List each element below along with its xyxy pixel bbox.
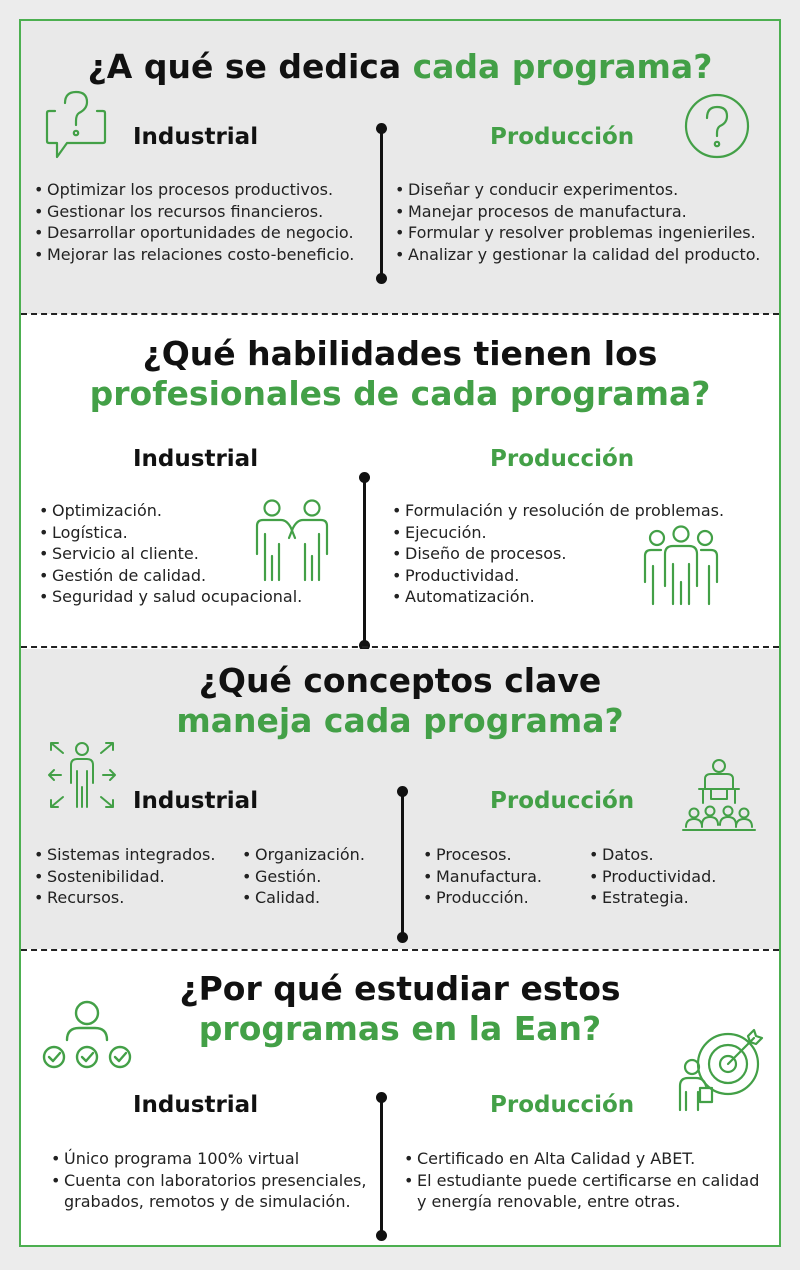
list-item: • Datos.: [589, 844, 716, 866]
produccion-heading: Producción: [490, 788, 635, 814]
produccion-heading: Producción: [490, 1092, 635, 1118]
list-item: • Recursos.: [34, 887, 215, 909]
list-item: • Manejar procesos de manufactura.: [395, 201, 760, 223]
list-item: • Gestión de calidad.: [39, 565, 302, 587]
industrial-heading: Industrial: [133, 1092, 259, 1118]
list-item: • Cuenta con laboratorios presenciales, grabados, remotos y de simulación.: [51, 1170, 366, 1213]
list-item: • Sistemas integrados.: [34, 844, 215, 866]
produccion-list-a: [423, 844, 542, 909]
divider-dot-top: [376, 123, 387, 134]
list-item: • Mejorar las relaciones costo-beneficio.: [34, 244, 354, 266]
section-title: ¿Por qué estudiar estos programas en la Ean?: [179, 969, 621, 1048]
list-item: • Formular y resolver problemas ingenieriles.: [395, 222, 760, 244]
list-item: • Diseñar y conducir experimentos.: [395, 179, 760, 201]
list-item: • Certificado en Alta Calidad y ABET.: [404, 1148, 759, 1170]
list-item: • Formulación y resolución de problemas.: [392, 500, 724, 522]
section-title: ¿Qué habilidades tienen los profesionales de cada programa?: [89, 334, 711, 413]
person-arrows-icon: [47, 741, 117, 811]
list-item: • Diseño de procesos.: [392, 543, 724, 565]
team-icon: [641, 524, 721, 606]
speaker-audience-icon: [681, 759, 757, 833]
section-conceptos: [21, 649, 779, 949]
industrial-heading: Industrial: [133, 124, 259, 150]
list-item: • Optimización.: [39, 500, 302, 522]
industrial-heading: Industrial: [133, 446, 259, 472]
list-item: • Gestión.: [242, 866, 365, 888]
produccion-list-b: [589, 844, 716, 909]
list-item: • Organización.: [242, 844, 365, 866]
produccion-heading: Producción: [490, 124, 635, 150]
list-item: • Desarrollar oportunidades de negocio.: [34, 222, 354, 244]
list-item: • Manufactura.: [423, 866, 542, 888]
list-item: • Productividad.: [589, 866, 716, 888]
person-checks-icon: [41, 1000, 133, 1070]
section-separator: [21, 313, 779, 315]
list-item: • Analizar y gestionar la calidad del producto.: [395, 244, 760, 266]
divider-dot-bottom: [397, 932, 408, 943]
list-item: • Producción.: [423, 887, 542, 909]
divider-dot-top: [359, 472, 370, 483]
section-title: ¿A qué se dedica cada programa?: [87, 47, 713, 86]
list-item: • Productividad.: [392, 565, 724, 587]
target-person-icon: [676, 1022, 766, 1112]
section-title: ¿Qué conceptos clave maneja cada programa?: [176, 661, 624, 740]
list-item: • Ejecución.: [392, 522, 724, 544]
section-separator: [21, 646, 779, 648]
divider-dot-top: [397, 786, 408, 797]
list-item: • Servicio al cliente.: [39, 543, 302, 565]
section-que-se-dedica: [21, 21, 779, 314]
section-por-que-estudiar: [21, 952, 779, 1245]
industrial-heading: Industrial: [133, 788, 259, 814]
list-item: • Estrategia.: [589, 887, 716, 909]
industrial-list-a: [34, 844, 215, 909]
list-item: • Automatización.: [392, 586, 724, 608]
industrial-list: [34, 179, 354, 265]
infographic: [19, 19, 781, 1247]
list-item: • Único programa 100% virtual: [51, 1148, 366, 1170]
divider-line: [401, 793, 404, 937]
divider-line: [380, 127, 383, 277]
list-item: • Procesos.: [423, 844, 542, 866]
section-separator: [21, 949, 779, 951]
list-item: • Sostenibilidad.: [34, 866, 215, 888]
list-item: • Logística.: [39, 522, 302, 544]
divider-line: [363, 478, 366, 644]
divider-dot-top: [376, 1092, 387, 1103]
section-habilidades: [21, 316, 779, 646]
divider-line: [380, 1098, 383, 1234]
question-circle-icon: [683, 92, 751, 160]
list-item: • Optimizar los procesos productivos.: [34, 179, 354, 201]
divider-dot-bottom: [376, 273, 387, 284]
produccion-list: [404, 1148, 759, 1213]
produccion-heading: Producción: [490, 446, 635, 472]
industrial-list: [51, 1148, 366, 1213]
produccion-list: [395, 179, 760, 265]
list-item: • El estudiante puede certificarse en calidad y energía renovable, entre otras.: [404, 1170, 759, 1213]
question-chat-icon: [45, 89, 107, 161]
list-item: • Calidad.: [242, 887, 365, 909]
list-item: • Gestionar los recursos financieros.: [34, 201, 354, 223]
divider-dot-bottom: [376, 1230, 387, 1241]
two-people-icon: [251, 498, 333, 582]
list-item: • Seguridad y salud ocupacional.: [39, 586, 302, 608]
industrial-list-b: [242, 844, 365, 909]
